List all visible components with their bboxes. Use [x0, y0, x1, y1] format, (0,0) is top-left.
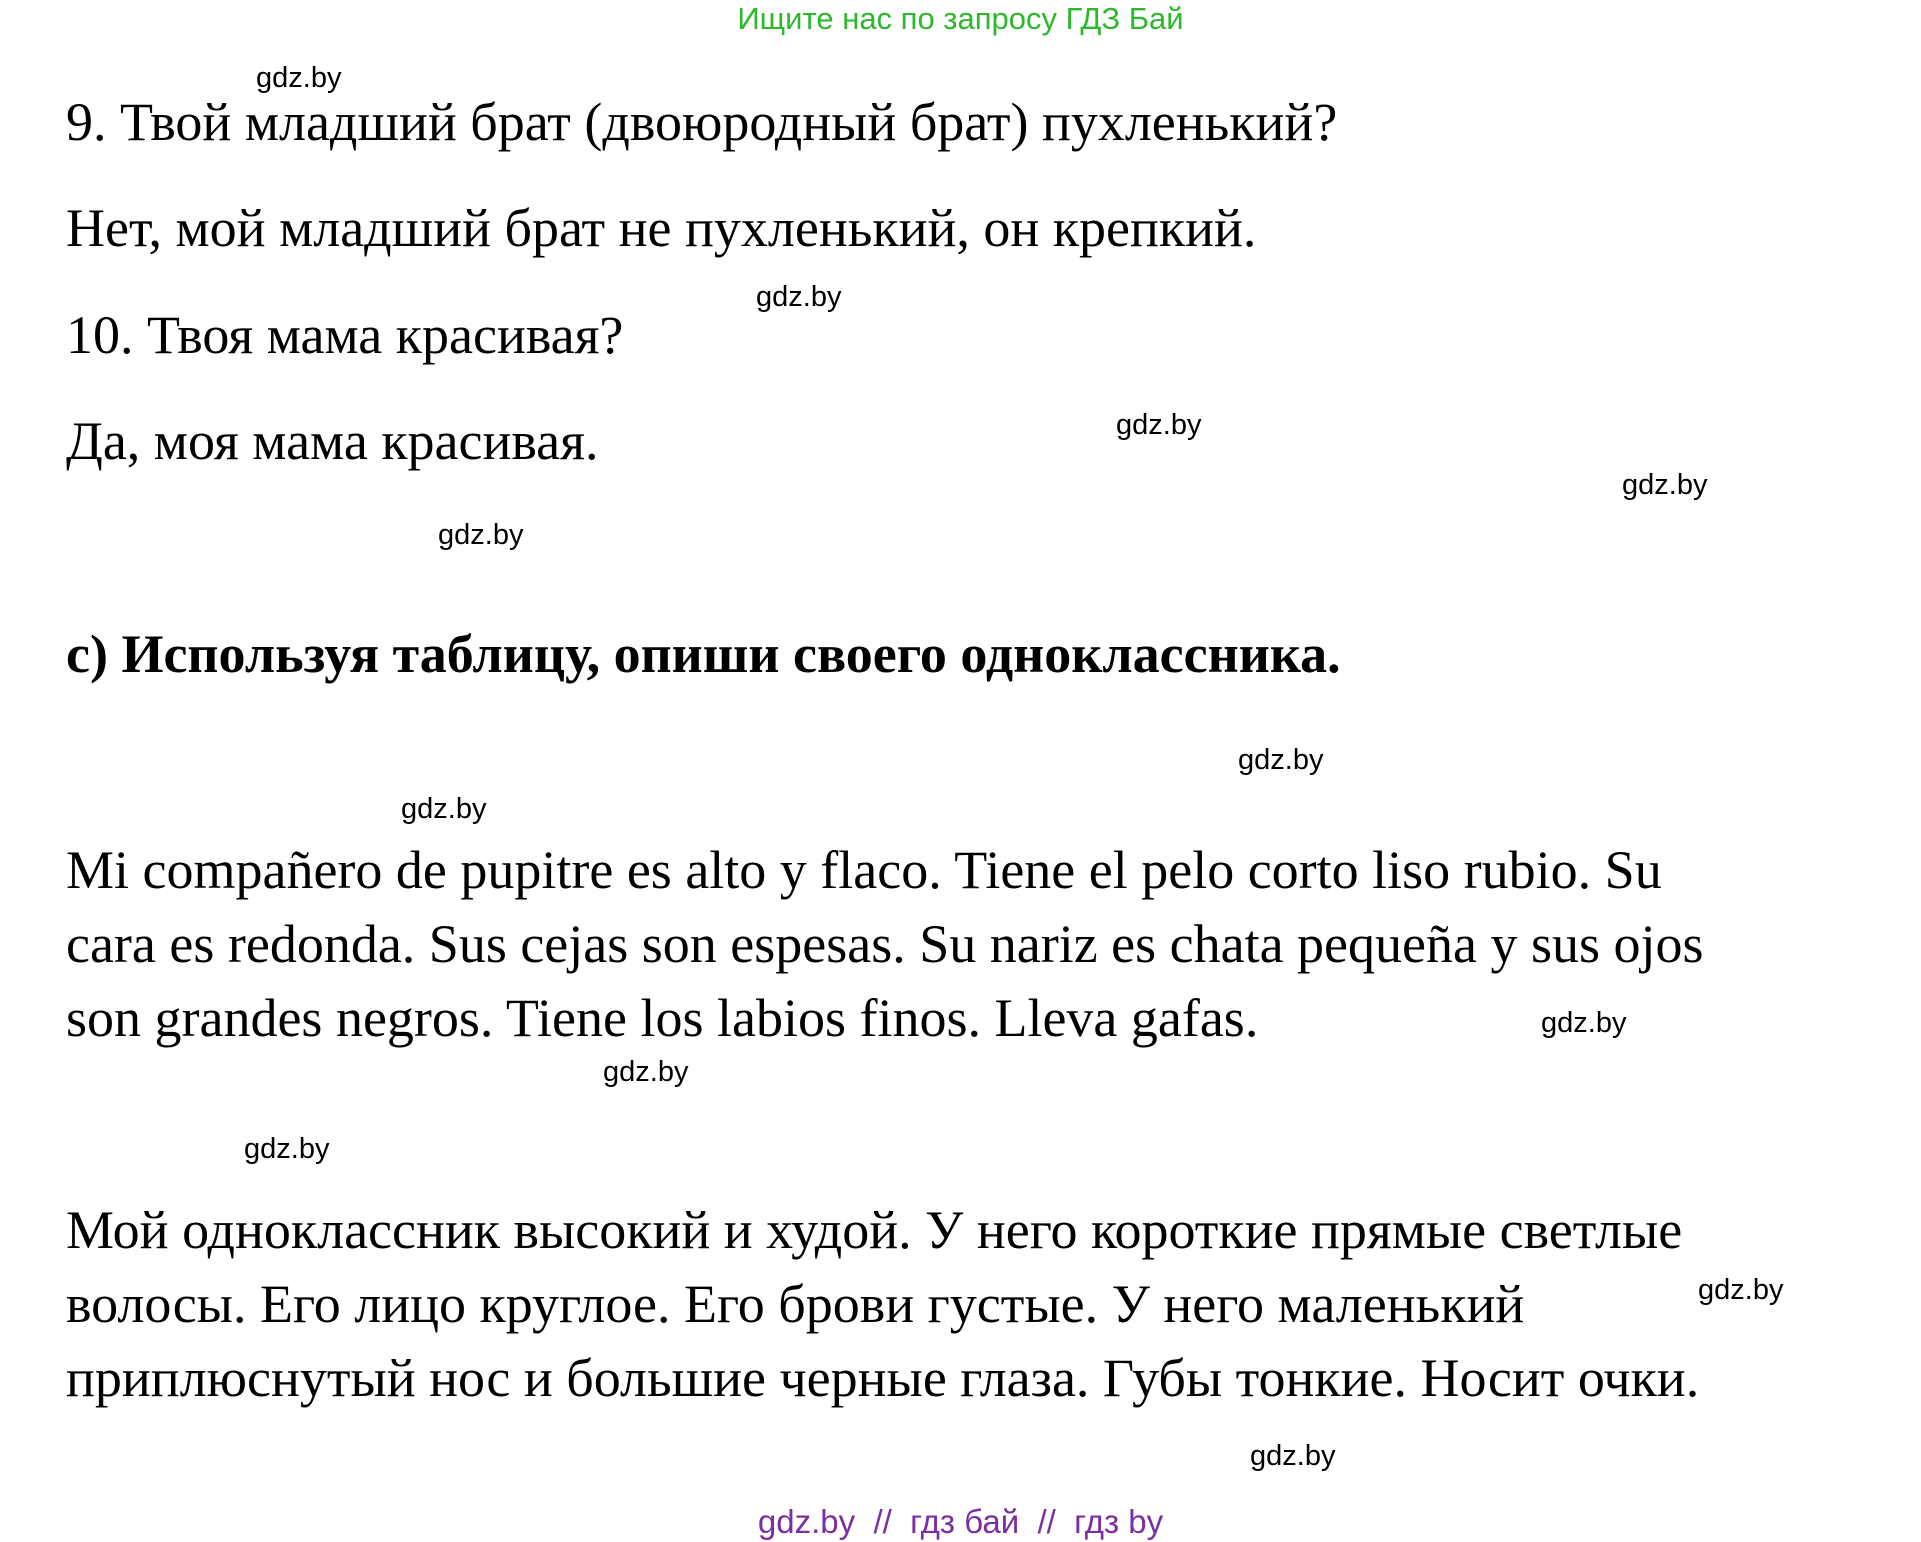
russian-text-line-3: приплюснутый нос и большие черные глаза. Губы тонкие. Носит очки. — [66, 1348, 1700, 1408]
answer-9: Нет, мой младший брат не пухленький, он крепкий. — [66, 198, 1257, 258]
watermark: gdz.by — [1250, 1440, 1336, 1472]
watermark: gdz.by — [244, 1133, 330, 1165]
watermark: gdz.by — [1698, 1274, 1784, 1306]
watermark: gdz.by — [1622, 469, 1708, 501]
question-10: 10. Твоя мама красивая? — [66, 305, 624, 365]
footer-links[interactable]: gdz.by // гдз бай // гдз by — [757, 1503, 1164, 1540]
watermark: gdz.by — [1116, 409, 1202, 441]
spanish-text-line-2: cara es redonda. Sus cejas son espesas. Su nariz es chata pequeña y sus ojos — [66, 914, 1704, 974]
spanish-text-line-3: son grandes negros. Tiene los labios finos. Lleva gafas. — [66, 988, 1259, 1048]
search-banner[interactable]: Ищите нас по запросу ГДЗ Бай — [737, 1, 1184, 36]
spanish-text-line-1: Mi compañero de pupitre es alto y flaco. Tiene el pelo corto liso rubio. Su — [66, 840, 1662, 900]
watermark: gdz.by — [1238, 744, 1324, 776]
watermark: gdz.by — [1541, 1007, 1627, 1039]
watermark: gdz.by — [438, 519, 524, 551]
russian-text-line-1: Мой одноклассник высокий и худой. У него короткие прямые светлые — [66, 1200, 1683, 1260]
answer-10: Да, моя мама красивая. — [66, 411, 599, 471]
watermark: gdz.by — [401, 793, 487, 825]
question-9: 9. Твой младший брат (двоюродный брат) пухленький? — [66, 92, 1338, 152]
watermark: gdz.by — [756, 281, 842, 313]
russian-text-line-2: волосы. Его лицо круглое. Его брови густые. У него маленький — [66, 1274, 1525, 1334]
watermark: gdz.by — [603, 1056, 689, 1088]
task-heading: c) Используя таблицу, опиши своего одноклассника. — [66, 624, 1341, 684]
watermark: gdz.by — [256, 62, 342, 94]
